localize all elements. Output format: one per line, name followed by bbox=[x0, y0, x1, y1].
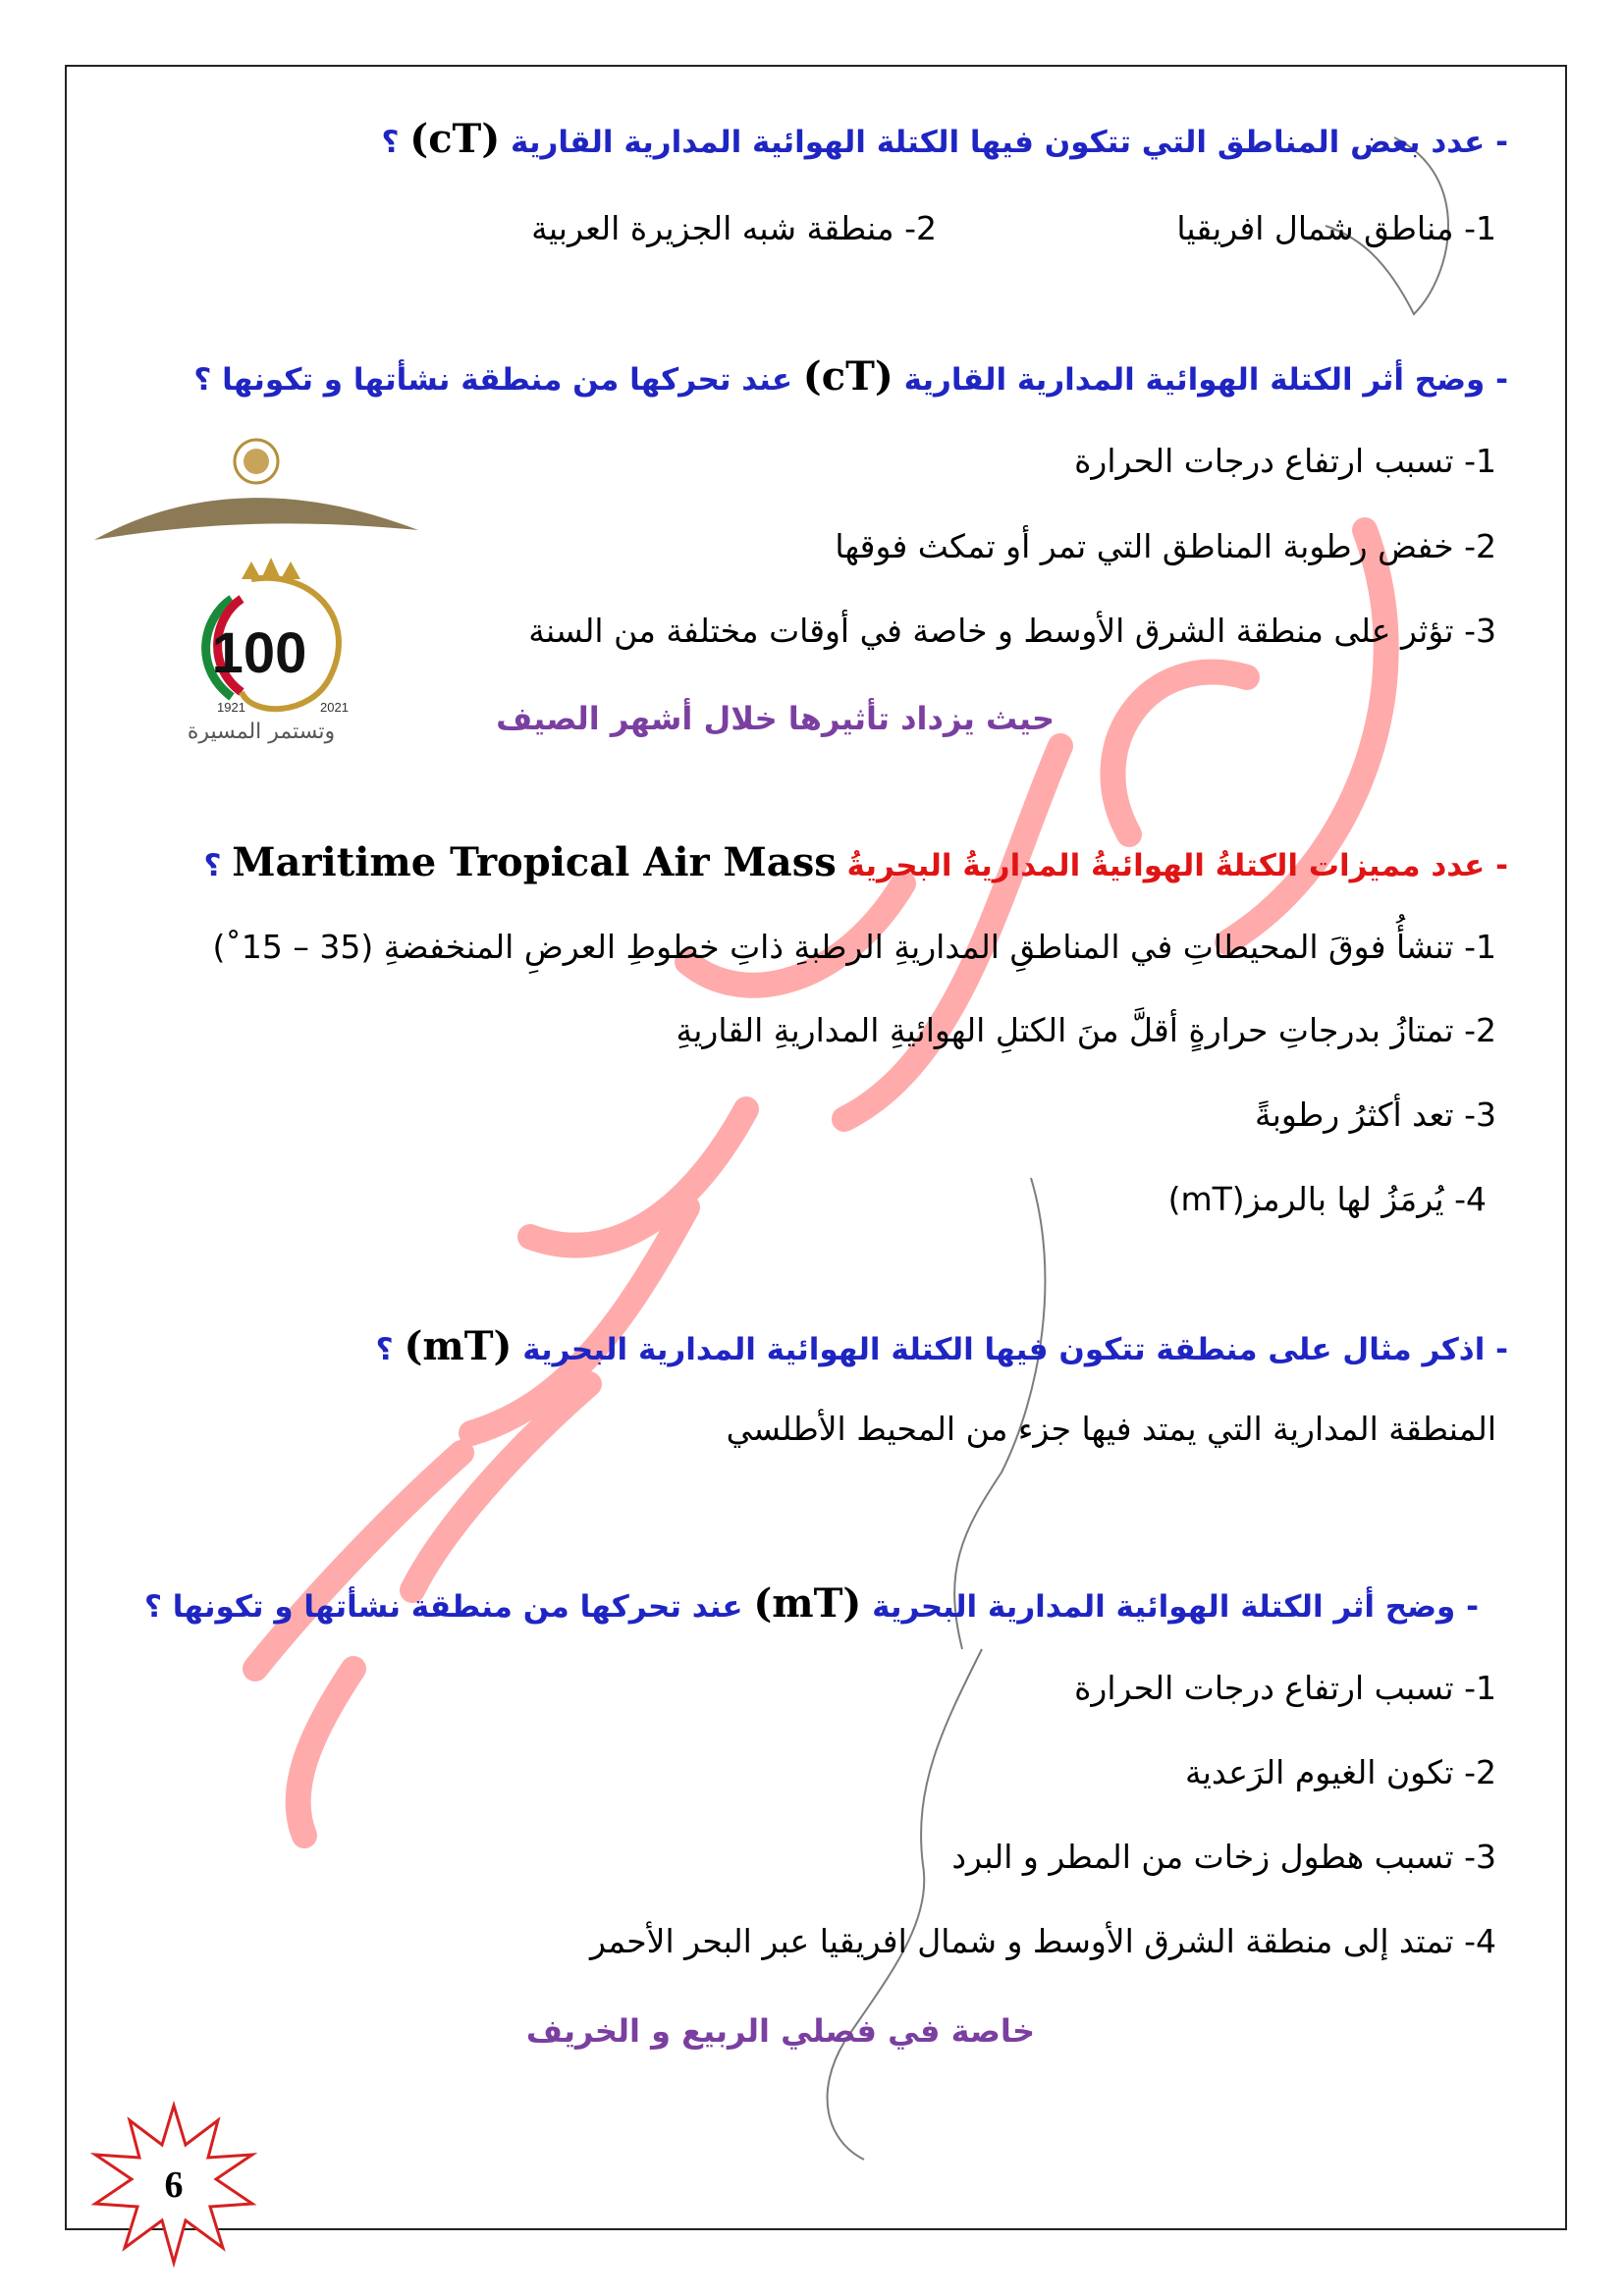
question-2: - وضح أثر الكتلة الهوائية المدارية القارية (cT) عند تحركها من منطقة نشأتها و تكونها ؟ bbox=[193, 353, 1508, 400]
q2-answer-1: 1- تسبب ارتفاع درجات الحرارة bbox=[1074, 442, 1496, 480]
page-number: 6 bbox=[164, 2164, 184, 2206]
question-4: - اذكر مثال على منطقة تتكون فيها الكتلة الهوائية المدارية البحرية (mT) ؟ bbox=[375, 1323, 1508, 1369]
q2-answer-3: 3- تؤثر على منطقة الشرق الأوسط و خاصة في أوقات مختلفة من السنة bbox=[528, 612, 1496, 650]
q5-note: خاصة في فصلي الربيع و الخريف bbox=[525, 2012, 1035, 2050]
crown-icon bbox=[242, 558, 300, 579]
logo-caption: وتستمر المسيرة bbox=[187, 720, 336, 744]
q5-answer-1: 1- تسبب ارتفاع درجات الحرارة bbox=[1074, 1669, 1496, 1707]
q1-answer-2: 2- منطقة شبه الجزيرة العربية bbox=[531, 209, 937, 247]
q5-answer-4: 4- تمتد إلى منطقة الشرق الأوسط و شمال افريقيا عبر البحر الأحمر bbox=[590, 1922, 1496, 1960]
q5-answer-3: 3- تسبب هطول زخات من المطر و البرد bbox=[951, 1838, 1496, 1876]
logo-year-end: 2021 bbox=[320, 700, 349, 715]
q4-answer: المنطقة المدارية التي يمتد فيها جزء من المحيط الأطلسي bbox=[726, 1410, 1496, 1448]
question-5: - وضح أثر الكتلة الهوائية المدارية البحرية (mT) عند تحركها من منطقة نشأتها و تكونها ؟ bbox=[143, 1580, 1479, 1627]
page-number-badge bbox=[90, 2101, 257, 2268]
q5-answer-2: 2- تكون الغيوم الرَعدية bbox=[1185, 1753, 1496, 1791]
logo-number: 100 bbox=[211, 621, 307, 685]
q3-answer-1: 1- تنشأُ فوقَ المحيطاتِ في المناطقِ المداريةِ الرطبةِ ذاتِ خطوطِ العرضِ المنخفضةِ (35 – 15˚) bbox=[212, 928, 1496, 966]
q3-answer-3: 3- تعد أكثرُ رطوبةً bbox=[1255, 1095, 1496, 1134]
question-1: - عدد بعض المناطق التي تتكون فيها الكتلة الهوائية المدارية القارية (cT) ؟ bbox=[381, 116, 1508, 162]
q3-answer-4: 4- يُرمَزُ لها بالرمز(mT) bbox=[1167, 1180, 1487, 1218]
question-3: - عدد مميزات الكتلةُ الهوائيةُ المداريةُ البحريةُ Maritime Tropical Air Mass ؟ bbox=[203, 839, 1508, 885]
q1-answer-1: 1- مناطق شمال افريقيا bbox=[1176, 209, 1496, 247]
q2-note: حيث يزداد تأثيرها خلال أشهر الصيف bbox=[496, 700, 1055, 737]
logo-year-start: 1921 bbox=[217, 700, 245, 715]
centennial-logo bbox=[94, 432, 428, 756]
q2-answer-2: 2- خفض رطوبة المناطق التي تمر أو تمكث فوقها bbox=[835, 527, 1496, 565]
q3-answer-2: 2- تمتازُ بدرجاتِ حرارةٍ أقلَّ منَ الكتلِ الهوائيةِ المداريةِ القاريةِ bbox=[676, 1011, 1496, 1049]
